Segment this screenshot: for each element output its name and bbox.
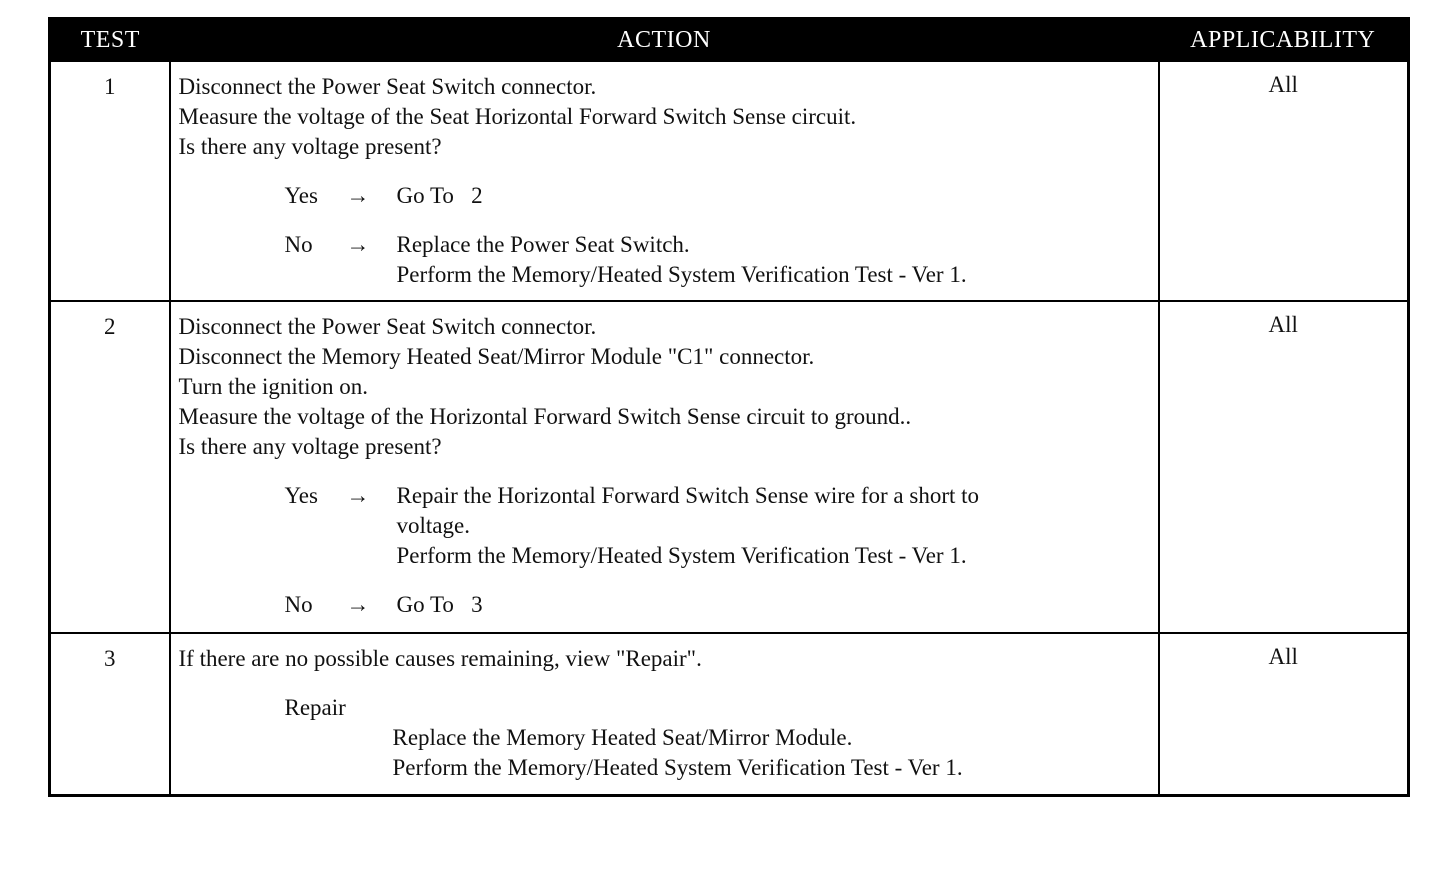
test-number: 3 [50,633,170,795]
action-step: Measure the voltage of the Horizontal Forward Switch Sense circuit to ground.. [178,404,912,429]
result-text: Go To 2 [396,183,483,208]
arrow-right-icon: → [346,592,370,617]
applicability-value: All [1159,633,1409,795]
action-step: Measure the voltage of the Seat Horizontal Forward Switch Sense circuit. [178,104,857,129]
action-step: Disconnect the Power Seat Switch connector. [178,314,597,339]
no-label: No [284,232,313,257]
no-result [285,590,1152,620]
arrow-right-icon: → [346,232,370,257]
action-step: Disconnect the Power Seat Switch connector. [178,74,597,99]
applicability-value: All [1159,301,1409,633]
table-row [50,633,1409,795]
column-header-action: ACTION [170,19,1159,62]
action-cell [170,633,1159,795]
result-text: Repair the Horizontal Forward Switch Sense wire for a short to [396,483,980,508]
result-text: Perform the Memory/Heated System Verification Test - Ver 1. [396,262,967,287]
yes-label: Yes [284,183,318,208]
applicability-value: All [1159,61,1409,301]
no-result [285,230,1152,290]
action-step: Disconnect the Memory Heated Seat/Mirror Module "C1" connector. [178,344,815,369]
test-number: 2 [50,301,170,633]
repair-step: Perform the Memory/Heated System Verification Test - Ver 1. [392,755,963,780]
action-question: Is there any voltage present? [178,134,442,159]
yes-result [285,481,1152,571]
action-step: Turn the ignition on. [178,374,369,399]
arrow-right-icon: → [346,483,370,508]
arrow-right-icon: → [346,183,370,208]
test-number: 1 [50,61,170,301]
table-header-row [50,19,1409,62]
result-text: Perform the Memory/Heated System Verification Test - Ver 1. [396,543,967,568]
table-row [50,301,1409,633]
action-question: Is there any voltage present? [178,434,442,459]
action-cell [170,301,1159,633]
repair-label: Repair [284,695,346,720]
action-cell [170,61,1159,301]
table-row [50,61,1409,301]
yes-label: Yes [284,483,318,508]
column-header-applicability: APPLICABILITY [1159,19,1409,62]
column-header-test: TEST [50,19,170,62]
result-text: Replace the Power Seat Switch. [396,232,690,257]
result-text: Go To 3 [396,592,483,617]
repair-step: Replace the Memory Heated Seat/Mirror Module. [392,725,853,750]
no-label: No [284,592,313,617]
action-step: If there are no possible causes remaining, view "Repair". [178,646,702,671]
result-text: voltage. [396,513,470,538]
repair-block [285,693,1152,783]
yes-result [285,181,1152,211]
diagnostic-test-table [48,17,1410,797]
